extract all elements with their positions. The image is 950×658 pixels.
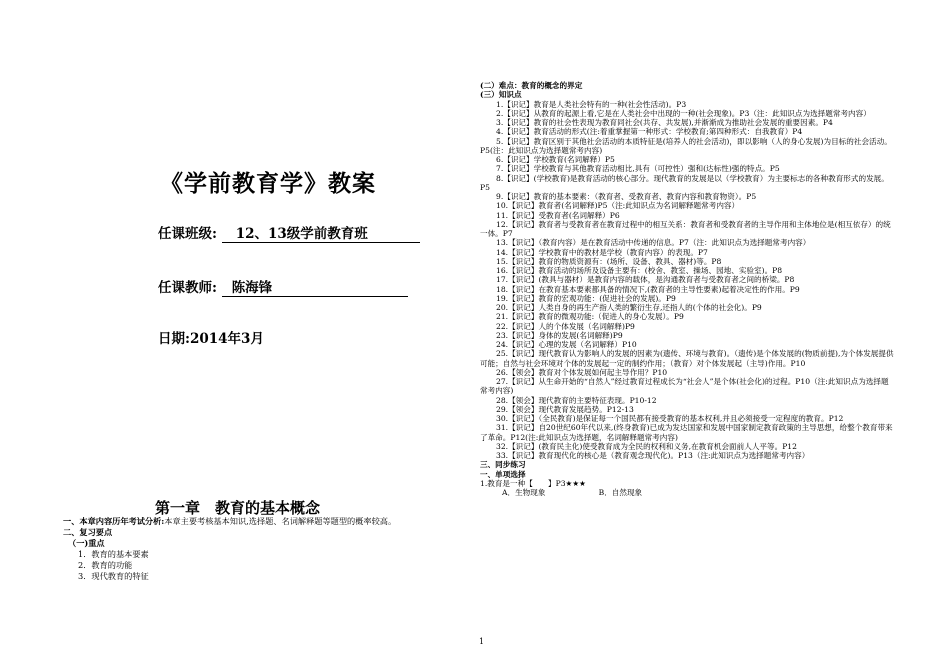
teacher-line [158, 276, 408, 297]
knowledge-paragraph: 13.【识记】（教育内容）是在教育活动中传递的信息。P7（注：此知识点为选择题常考内容） [496, 238, 811, 248]
knowledge-paragraph: 27.【识记】从生命开始的“自然人”经过教育过程成长为“社会人”是个体(社会化)的过程。P10（注:此知识点为选择题常考内容) [480, 377, 889, 396]
knowledge-paragraph: 31.【识记】自20世纪60年代以来,(终身教育)已成为发达国家和发展中国家制定教育政策的主导思想，给整个教育带来了革命。P12(注:此知识点为选择题，名词解释题常考内容) [480, 423, 893, 442]
knowledge-paragraph: 22.【识记】人的个体发展（名词解释)P9 [496, 321, 635, 331]
document-title: 《学前教育学》教案 [160, 170, 376, 197]
knowledge-paragraph: 6.【识记】学校教育(名词解释）P5 [496, 155, 615, 164]
knowledge-paragraph: (三）知识点 [480, 90, 522, 100]
knowledge-paragraph: 2.【识记】从教育的起源上看,它是在人类社会中出现的一种(社会现象)。P3（注：此知识点为选择题常考内容） [496, 108, 871, 118]
page-number: 1 [479, 637, 485, 646]
knowledge-paragraph: 30.【识记】（全民教育)是保证每一个国民都有接受教育的基本权利,并且必须接受一定程度的教育。P12 [496, 414, 844, 423]
class-label: 任课班级: [158, 226, 217, 242]
left-line: 二、复习要点 [63, 527, 113, 537]
knowledge-paragraph: 15.【识记】教育的物质资源有：(场所、设备、教具、器材)等。P8 [496, 256, 722, 266]
knowledge-paragraph: 4.【识记】教育活动的形式(注:着重掌握第一种形式：学校教育;第四种形式：自我教育）P4 [496, 127, 803, 137]
knowledge-paragraph: 14.【识记】学校教育中的教材是学校（教育内容）的表现。P7 [496, 247, 708, 257]
teacher-value: 陈海锋 [222, 276, 408, 297]
knowledge-paragraph: 33.【识记】教育现代化的核心是（教育观念现代化)。P13（注:此知识点为选择题常考内容） [496, 451, 810, 460]
date-line: 日期:2014年3月 [158, 331, 264, 347]
knowledge-paragraph: 21.【识记】教育的微观功能:（促进人的身心发展）。P9 [496, 312, 684, 322]
knowledge-paragraph: 10.【识记】教育者(名词解释)P5（注:此知识点为名词解释题常考内容） [496, 201, 740, 211]
knowledge-paragraph: 12.【识记】教育者与受教育者在教育过程中的相互关系：教育者和受教育者的主导作用和主体地位是(相互依存）的统一体。P7 [480, 219, 891, 238]
knowledge-paragraph: 8.【识记】(学校教育)是教育活动的核心部分。现代教育的发展是以（学校教育）为主要标志的各种教育形式的发展。P5 [480, 173, 889, 192]
knowledge-paragraph: 32.【识记】(教育民主化)使受教育成为全民的权利和义务,在教育机会面前人人平等。P12 [496, 441, 797, 451]
knowledge-paragraph: 9.【识记】教育的基本要素：（教育者、受教育者、教育内容和教育物资）。P5 [496, 192, 757, 201]
teacher-label: 任课教师: [158, 280, 217, 296]
knowledge-paragraph: 24.【识记】心理的发展（名词解释）P10 [496, 340, 637, 349]
knowledge-paragraph: 29.【领会】现代教育发展趋势。P12-13 [496, 404, 634, 414]
knowledge-paragraph: 20.【识记】人类自身的再生产指人类的繁衍生存,还指人的(个体的社会化)。P9 [496, 303, 762, 312]
left-line: 1．教育的基本要素 [78, 549, 149, 559]
left-line: （一)重点 [68, 538, 105, 548]
left-line: 一、本章内容历年考试分析:本章主要考核基本知识,选择题、名词解释题等题型的概率较高。 [63, 516, 397, 526]
knowledge-paragraph: 1.教育是一种【 】P3★★★ [480, 478, 586, 488]
knowledge-points-column [480, 81, 895, 497]
knowledge-paragraph: 18.【识记】在教育基本要素都具备的情况下,(教育者的主导性要素)起着决定性的作用。P9 [496, 284, 800, 294]
left-line: 2．教育的功能 [78, 560, 133, 570]
knowledge-paragraph: 16.【识记】教育活动的场所及设备主要有：(校舍、教室、操场、园地、实验室)。P8 [496, 266, 783, 275]
knowledge-paragraph: 17.【识记】(教具与器材）是教育内容的载体，是沟通教育者与受教育者之间的桥梁。P8 [496, 275, 795, 285]
knowledge-paragraph: 11.【识记】受教育者(名词解释）P6 [496, 210, 620, 220]
knowledge-paragraph: 19.【识记】教育的宏观功能：(促进社会的发展)。P9 [496, 293, 676, 303]
knowledge-paragraph: 1.【识记】教育是人类社会特有的一种(社会性活动)。P3 [496, 99, 687, 109]
knowledge-paragraph: 3.【识记】教育的社会性表现为教育同社会(共存、共发展),并渐渐成为推助社会发展的重要因素。P4 [496, 118, 833, 127]
class-value: 12、13级学前教育班 [222, 222, 420, 243]
knowledge-paragraph: 三、同步练习 [480, 460, 526, 470]
left-line: 3．现代教育的特征 [78, 571, 149, 581]
knowledge-paragraph: 一、单项选择 [480, 469, 526, 479]
knowledge-paragraph: 26.【领会】教育对个体发展如何起主导作用？P10 [496, 367, 668, 377]
knowledge-paragraph: 25.【识记】现代教育认为影响人的发展的因素为(遗传、环境与教育)。（遗传)是个体发展的(物质前提),为个体发展提供可能；自然与社会环境对个体的发展起一定的制约作用；（教育）对个体发展起（主导)作用。P10 [480, 349, 894, 368]
class-line [158, 222, 420, 243]
knowledge-paragraph: 23.【识记】身体的发展(名词解释)P9 [496, 330, 623, 340]
knowledge-paragraph: 7.【识记】学校教育与其他教育活动相比,具有（可控性）强和(达标性)强的特点。P5 [496, 164, 780, 174]
chapter-title: 第一章 教育的基本概念 [155, 499, 321, 517]
knowledge-paragraph: (二）难点：教育的概念的界定 [480, 81, 583, 90]
knowledge-paragraph: 5.【识记】教育区别于其他社会活动的本质特征是(培养人的社会活动)，即以影响（人的身心发展)为目标的社会活动。P5(注：此知识点为选择题常考内容) [480, 136, 892, 155]
knowledge-paragraph: 28.【领会】现代教育的主要特征表现。P10-12 [496, 395, 657, 405]
knowledge-paragraph: A．生物现象 B．自然现象 [502, 488, 643, 497]
